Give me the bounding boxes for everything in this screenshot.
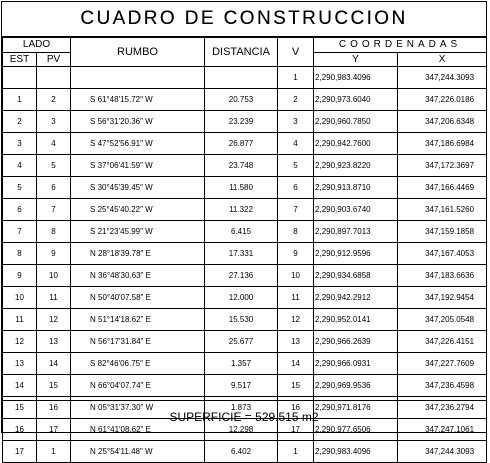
cell-v: 1 bbox=[278, 441, 314, 463]
table-row bbox=[3, 243, 487, 265]
cell-pv: 5 bbox=[37, 155, 71, 177]
cell-est: 3 bbox=[3, 133, 37, 155]
cell-est: 4 bbox=[3, 155, 37, 177]
cell-v: 15 bbox=[278, 375, 314, 397]
cell-y: 2,290,913.8710 bbox=[314, 177, 398, 199]
cell-v: 6 bbox=[278, 177, 314, 199]
cell-est: 9 bbox=[3, 265, 37, 287]
cell-v: 3 bbox=[278, 111, 314, 133]
cell-distancia: 15.530 bbox=[205, 309, 278, 331]
cell-y: 2,290,942.2912 bbox=[314, 287, 398, 309]
cell-est: 12 bbox=[3, 331, 37, 353]
cell-x: 347,205.0548 bbox=[398, 309, 487, 331]
cell-v: 13 bbox=[278, 331, 314, 353]
cell-distancia: 27.136 bbox=[205, 265, 278, 287]
cell-y: 2,290,897.7013 bbox=[314, 221, 398, 243]
cell-y: 2,290,923.8220 bbox=[314, 155, 398, 177]
cell-pv: 9 bbox=[37, 243, 71, 265]
cell-est: 5 bbox=[3, 177, 37, 199]
table-row bbox=[3, 287, 487, 309]
cell-rumbo: N 66°04'07.74" E bbox=[71, 375, 205, 397]
cell-y: 2,290,903.6740 bbox=[314, 199, 398, 221]
cell-v: 7 bbox=[278, 199, 314, 221]
cell-v: 5 bbox=[278, 155, 314, 177]
cell-est: 17 bbox=[3, 441, 37, 463]
cell-distancia: 12.000 bbox=[205, 287, 278, 309]
cell-x: 347,183.6636 bbox=[398, 265, 487, 287]
cell-pv: 3 bbox=[37, 111, 71, 133]
cell-x: 347,227.7609 bbox=[398, 353, 487, 375]
cell-x: 347,161.5260 bbox=[398, 199, 487, 221]
cell-pv bbox=[37, 67, 71, 89]
table-row bbox=[3, 199, 487, 221]
table-row bbox=[3, 265, 487, 287]
cell-rumbo: S 30°45'39.45" W bbox=[71, 177, 205, 199]
cell-est: 8 bbox=[3, 243, 37, 265]
cell-rumbo: S 47°52'56.91" W bbox=[71, 133, 205, 155]
cell-est: 6 bbox=[3, 199, 37, 221]
cell-x: 347,236.2794 bbox=[398, 397, 487, 419]
cell-y: 2,290,966.0931 bbox=[314, 353, 398, 375]
cell-x: 347,206.6348 bbox=[398, 111, 487, 133]
table-row bbox=[3, 221, 487, 243]
cell-distancia: 12.298 bbox=[205, 419, 278, 441]
cell-v: 10 bbox=[278, 265, 314, 287]
cell-x: 347,192.9454 bbox=[398, 287, 487, 309]
cell-rumbo bbox=[71, 67, 205, 89]
cell-est bbox=[3, 67, 37, 89]
cell-v: 16 bbox=[278, 397, 314, 419]
cell-x: 347,172.3697 bbox=[398, 155, 487, 177]
cell-y: 2,290,969.9536 bbox=[314, 375, 398, 397]
table-row bbox=[3, 353, 487, 375]
header-pv: PV bbox=[37, 53, 71, 67]
cell-x: 347,166.4469 bbox=[398, 177, 487, 199]
cell-rumbo: S 61°48'15.72" W bbox=[71, 89, 205, 111]
cell-rumbo: N 56°17'31.84" E bbox=[71, 331, 205, 353]
cell-distancia: 1.873 bbox=[205, 397, 278, 419]
cell-v: 1 bbox=[278, 67, 314, 89]
cell-x: 347,247.1061 bbox=[398, 419, 487, 441]
cell-x: 347,236.4598 bbox=[398, 375, 487, 397]
cell-pv: 10 bbox=[37, 265, 71, 287]
cell-v: 8 bbox=[278, 221, 314, 243]
cell-pv: 8 bbox=[37, 221, 71, 243]
header-rumbo: RUMBO bbox=[71, 38, 205, 67]
cell-rumbo: S 21°23'45.99" W bbox=[71, 221, 205, 243]
cell-rumbo: N 61°41'08.62" E bbox=[71, 419, 205, 441]
cell-distancia: 17.331 bbox=[205, 243, 278, 265]
construction-table-sheet bbox=[1, 1, 487, 456]
cell-est: 16 bbox=[3, 419, 37, 441]
cell-rumbo: N 51°14'18.62" E bbox=[71, 309, 205, 331]
cell-distancia bbox=[205, 67, 278, 89]
table-row bbox=[3, 331, 487, 353]
cell-distancia: 11.580 bbox=[205, 177, 278, 199]
table-row-start bbox=[3, 67, 487, 89]
cell-distancia: 6.402 bbox=[205, 441, 278, 463]
cell-distancia: 26.877 bbox=[205, 133, 278, 155]
cell-rumbo: S 25°45'40.22" W bbox=[71, 199, 205, 221]
cell-distancia: 11.322 bbox=[205, 199, 278, 221]
header-y: Y bbox=[314, 53, 398, 67]
cell-pv: 12 bbox=[37, 309, 71, 331]
cell-est: 11 bbox=[3, 309, 37, 331]
table-row bbox=[3, 177, 487, 199]
cell-pv: 2 bbox=[37, 89, 71, 111]
table-row bbox=[3, 309, 487, 331]
cell-x: 347,186.6984 bbox=[398, 133, 487, 155]
header-est: EST bbox=[3, 53, 37, 67]
header-v: V bbox=[278, 38, 314, 67]
cell-est: 13 bbox=[3, 353, 37, 375]
cell-y: 2,290,912.9596 bbox=[314, 243, 398, 265]
cell-pv: 6 bbox=[37, 177, 71, 199]
table-row bbox=[3, 375, 487, 397]
header-distancia: DISTANCIA bbox=[205, 38, 278, 67]
header-coordenadas: COORDENADAS bbox=[314, 38, 487, 53]
cell-pv: 13 bbox=[37, 331, 71, 353]
table-title bbox=[2, 2, 486, 37]
title-text: CUADRO DE CONSTRUCCION bbox=[80, 8, 408, 29]
cell-y: 2,290,977.6506 bbox=[314, 419, 398, 441]
cell-x: 347,159.1858 bbox=[398, 221, 487, 243]
cell-est: 2 bbox=[3, 111, 37, 133]
cell-v: 14 bbox=[278, 353, 314, 375]
cell-pv: 1 bbox=[37, 441, 71, 463]
cell-rumbo: S 37°06'41.59" W bbox=[71, 155, 205, 177]
cell-pv: 4 bbox=[37, 133, 71, 155]
cell-rumbo: S 82°46'06.75" E bbox=[71, 353, 205, 375]
table-row bbox=[3, 155, 487, 177]
cell-y: 2,290,971.8176 bbox=[314, 397, 398, 419]
cell-x: 347,244.3093 bbox=[398, 441, 487, 463]
cell-distancia: 25.677 bbox=[205, 331, 278, 353]
cell-y: 2,290,966.2639 bbox=[314, 331, 398, 353]
cell-rumbo: N 28°18'39.78" E bbox=[71, 243, 205, 265]
cell-distancia: 20.753 bbox=[205, 89, 278, 111]
cell-est: 14 bbox=[3, 375, 37, 397]
table-row bbox=[3, 89, 487, 111]
cell-y: 2,290,952.0141 bbox=[314, 309, 398, 331]
cell-distancia: 1.357 bbox=[205, 353, 278, 375]
cell-rumbo: N 50°40'07.58" E bbox=[71, 287, 205, 309]
cell-v: 2 bbox=[278, 89, 314, 111]
cell-est: 1 bbox=[3, 89, 37, 111]
cell-pv: 14 bbox=[37, 353, 71, 375]
cell-y: 2,290,942.7600 bbox=[314, 133, 398, 155]
table-row bbox=[3, 111, 487, 133]
cell-rumbo: N 05°31'37.30" W bbox=[71, 397, 205, 419]
cell-y: 2,290,983.4096 bbox=[314, 67, 398, 89]
cell-y: 2,290,973.6040 bbox=[314, 89, 398, 111]
cell-pv: 7 bbox=[37, 199, 71, 221]
cell-rumbo: S 56°31'20.36" W bbox=[71, 111, 205, 133]
cell-pv: 16 bbox=[37, 397, 71, 419]
cell-pv: 11 bbox=[37, 287, 71, 309]
cell-v: 9 bbox=[278, 243, 314, 265]
cell-x: 347,226.0186 bbox=[398, 89, 487, 111]
cell-v: 4 bbox=[278, 133, 314, 155]
cell-est: 10 bbox=[3, 287, 37, 309]
cell-distancia: 6.415 bbox=[205, 221, 278, 243]
table-row bbox=[3, 441, 487, 463]
cell-rumbo: N 36°48'30.63" E bbox=[71, 265, 205, 287]
cell-y: 2,290,934.6858 bbox=[314, 265, 398, 287]
cell-v: 12 bbox=[278, 309, 314, 331]
cell-est: 15 bbox=[3, 397, 37, 419]
header-x: X bbox=[398, 53, 487, 67]
cell-pv: 17 bbox=[37, 419, 71, 441]
cell-y: 2,290,960.7850 bbox=[314, 111, 398, 133]
table-row bbox=[3, 133, 487, 155]
cell-est: 7 bbox=[3, 221, 37, 243]
cell-y: 2,290,983.4096 bbox=[314, 441, 398, 463]
cell-x: 347,167.4053 bbox=[398, 243, 487, 265]
superficie-total: SUPERFICIE = 529.515 m2 bbox=[2, 400, 486, 432]
cell-distancia: 9.517 bbox=[205, 375, 278, 397]
header-lado: LADO bbox=[3, 38, 71, 53]
cell-x: 347,226.4151 bbox=[398, 331, 487, 353]
cell-v: 17 bbox=[278, 419, 314, 441]
cell-pv: 15 bbox=[37, 375, 71, 397]
cell-distancia: 23.748 bbox=[205, 155, 278, 177]
cell-rumbo: N 25°54'11.48" W bbox=[71, 441, 205, 463]
cell-distancia: 23.239 bbox=[205, 111, 278, 133]
cell-v: 11 bbox=[278, 287, 314, 309]
cell-x: 347,244.3093 bbox=[398, 67, 487, 89]
